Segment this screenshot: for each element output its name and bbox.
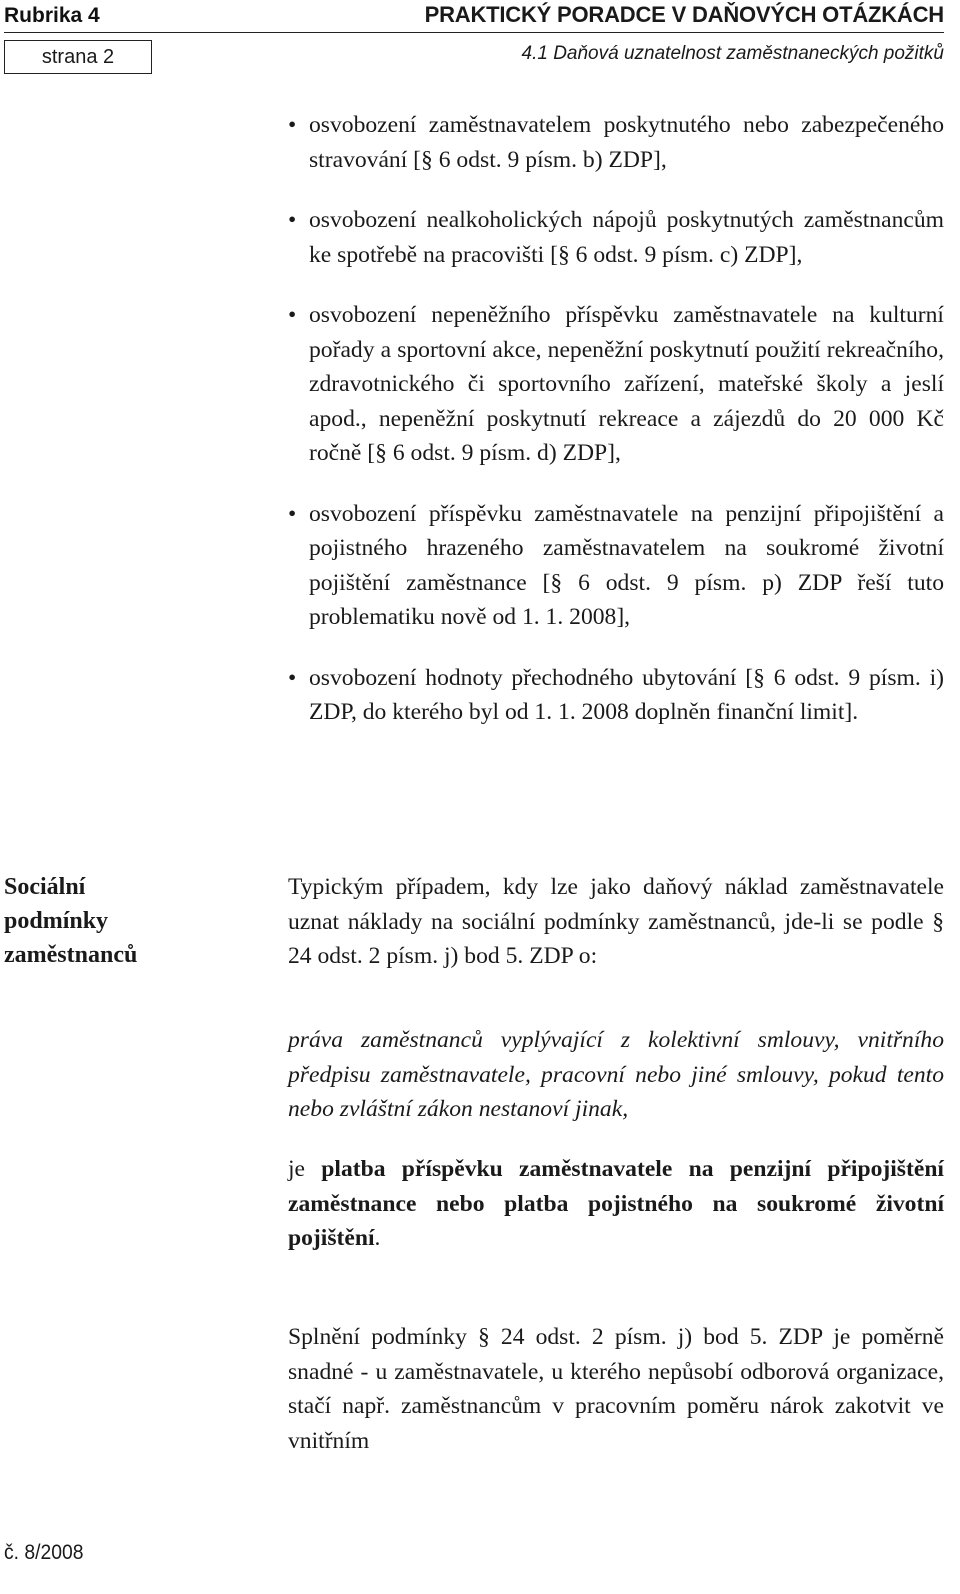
condition-suffix: . (374, 1225, 381, 1251)
closing-paragraph: Splnění podmínky § 24 odst. 2 písm. j) bod 5. ZDP je poměrně snadné - u zaměstnavatele, u kterého nepůsobí odborová organizace, stačí např. zaměstnancům v pracovním poměru nárok zakotvit ve vnitřním (288, 1324, 944, 1454)
list-item-text: osvobození hodnoty přechodného ubytování [§ 6 odst. 9 písm. i) ZDP, do kterého byl od 1. 1. 2008 doplněn finanční limit]. (309, 664, 944, 725)
list-item-text: osvobození příspěvku zaměstnavatele na penzijní připojištění a pojistného hrazeného zaměstnavatelem na soukromé životní pojištění zaměstnance [§ 6 odst. 9 písm. p) ZDP řeší tuto problematiku nově od 1. 1. 2008], (309, 500, 944, 630)
page-number-box (4, 40, 152, 74)
margin-heading-line: zaměstnanců (4, 942, 138, 968)
list-item-text: osvobození nepeněžního příspěvku zaměstnavatele na kulturní pořady a sportovní akce, nepeněžní poskytnutí použití rekreačního, zdravotnického či sportovního zařízení, mateřské školy a jeslí apod., nepeněžní poskytnutí rekreace a zájezdů do 20 000 Kč ročně [§ 6 odst. 9 písm. d) ZDP], (309, 302, 944, 466)
margin-heading (4, 870, 184, 972)
bullet-icon: • (288, 664, 297, 691)
list-item (288, 203, 944, 272)
bullet-icon: • (288, 500, 297, 527)
bullet-icon: • (288, 302, 297, 328)
bullet-icon: • (288, 207, 297, 233)
page-number-label: strana 2 (41, 45, 115, 68)
publication-title: PRAKTICKÝ PORADCE V DAŇOVÝCH OTÁZKÁCH (424, 2, 944, 27)
exemption-list (288, 108, 944, 756)
list-item (288, 661, 944, 730)
rubrika-label: Rubrika 4 (4, 4, 100, 27)
list-item (288, 108, 944, 177)
condition-paragraph (288, 1152, 944, 1256)
intro-paragraph: Typickým případem, kdy lze jako daňový náklad zaměstnavatele uznat náklady na sociální podmínky zaměstnanců, jde-li se podle § 24 odst. 2 písm. j) bod 5. ZDP o: (288, 874, 944, 969)
list-item (288, 298, 944, 471)
list-item-text: osvobození zaměstnavatelem poskytnutého nebo zabezpečeného stravování [§ 6 odst. 9 písm. b) ZDP], (309, 112, 944, 173)
list-item (288, 497, 944, 635)
condition-prefix: je (288, 1156, 322, 1182)
quoted-condition: práva zaměstnanců vyplývající z kolektivní smlouvy, vnitřního předpisu zaměstnavatele, pracovní nebo jiné smlouvy, pokud tento nebo zvláštní zákon nestanoví jinak, (288, 1027, 944, 1122)
margin-heading-line: podmínky (4, 908, 109, 934)
margin-heading-line: Sociální (4, 874, 86, 900)
issue-number: č. 8/2008 (4, 1541, 84, 1564)
list-item-text: osvobození nealkoholických nápojů poskytnutých zaměstnancům ke spotřebě na pracovišti [§ 6 odst. 9 písm. c) ZDP], (309, 207, 944, 268)
section-subtitle: 4.1 Daňová uznatelnost zaměstnaneckých požitků (521, 43, 944, 64)
condition-emphasis: platba příspěvku zaměstnavatele na penzijní připojištění zaměstnance nebo platba pojistného na soukromé životní pojištění (288, 1156, 944, 1251)
bullet-icon: • (288, 112, 297, 138)
header-divider (4, 32, 944, 33)
